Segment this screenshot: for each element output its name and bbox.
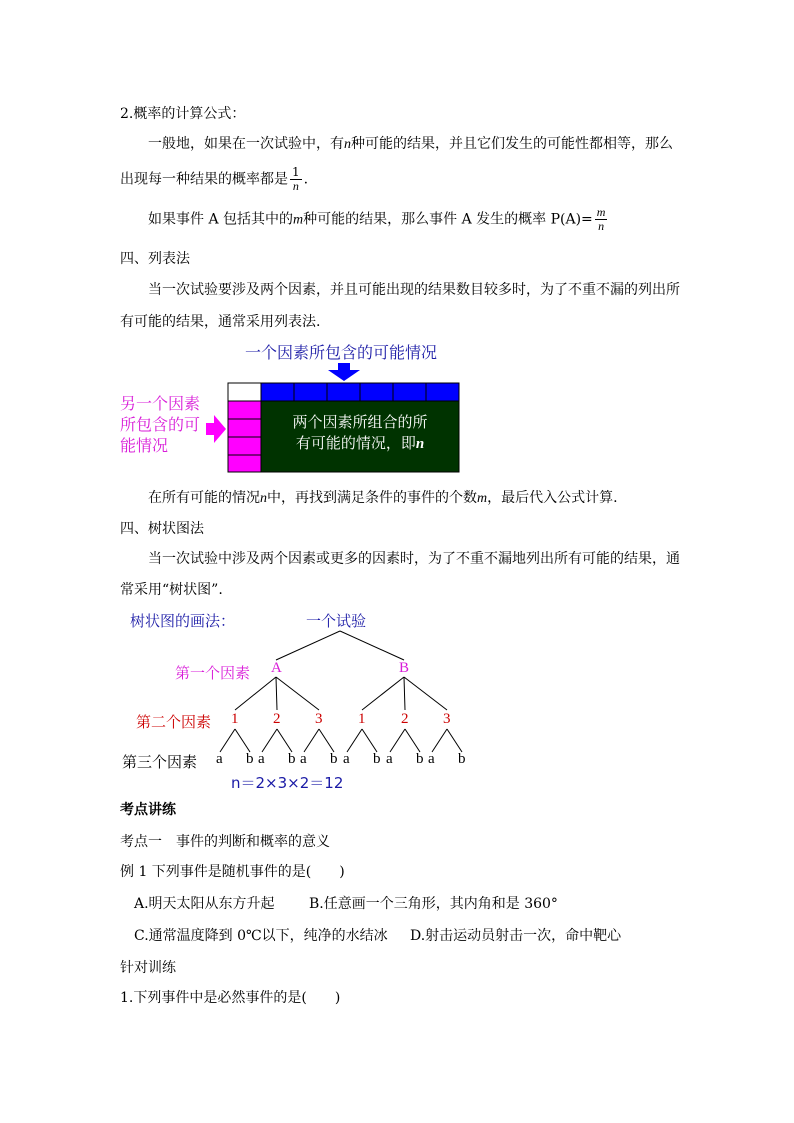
option-c: C.通常温度降到 0℃以下，纯净的水结冰: [134, 928, 388, 944]
tree-node: A: [271, 660, 282, 676]
tree-leaf: b: [373, 751, 381, 767]
tree-title: 树状图的画法：: [130, 612, 236, 630]
tree-formula: n＝2×3×2＝12: [231, 774, 344, 792]
paragraph: 一般地，如果在一次试验中，有n种可能的结果，并且它们发生的可能性都相等，那么: [148, 136, 673, 152]
question-1: 1.下列事件中是必然事件的是( ): [120, 990, 341, 1006]
tree-node: 3: [443, 711, 451, 727]
tree-leaf: a: [216, 751, 223, 767]
figure-top-label: 一个因素所包含的可能情况: [245, 343, 438, 362]
level1-label: 第一个因素: [175, 664, 251, 682]
tree-leaf: a: [386, 751, 393, 767]
fraction: $\frac{1}{n}$: [292, 165, 300, 193]
paragraph: 当一次试验要涉及两个因素，并且可能出现的结果数目较多时，为了不重不漏的列出所: [148, 282, 680, 298]
section-heading: 四、树状图法: [120, 521, 204, 537]
option-b: B.任意画一个三角形，其内角和是 360°: [309, 896, 558, 912]
option-a: A.明天太阳从东方升起: [134, 896, 275, 912]
fraction: $\frac{m}{n}$: [596, 205, 606, 233]
tree-leaf: a: [300, 751, 307, 767]
tree-leaf: b: [416, 751, 424, 767]
paragraph: 在所有可能的情况n中，再找到满足条件的事件的个数m，最后代入公式计算.: [148, 490, 618, 506]
point-heading: 考点一 事件的判断和概率的意义: [120, 834, 330, 850]
figure-side-label: 另一个因素所包含的可能情况: [120, 394, 201, 455]
tree-leaf: b: [246, 751, 254, 767]
paragraph: 常采用“树状图”.: [120, 582, 223, 598]
tree-node: 2: [273, 711, 281, 727]
example-question: 例 1 下列事件是随机事件的是( ): [120, 864, 345, 880]
tree-node: B: [399, 660, 410, 676]
tree-leaf: a: [258, 751, 265, 767]
figure-center-label: 两个因素所组合的所 有可能的情况，即n: [292, 413, 428, 452]
paragraph: 出现每一种结果的概率都是 $\frac{1}{n}$ .: [120, 165, 309, 193]
tree-node: 1: [231, 711, 239, 727]
tree-leaf: a: [428, 751, 435, 767]
tree-leaf: b: [288, 751, 296, 767]
level2-label: 第二个因素: [136, 713, 212, 731]
paragraph: 有可能的结果，通常采用列表法.: [120, 314, 321, 330]
tree-node: 3: [315, 711, 323, 727]
paragraph: 当一次试验中涉及两个因素或更多的因素时，为了不重不漏地列出所有可能的结果，通: [148, 551, 680, 567]
tree-root: 一个试验: [306, 612, 367, 630]
tree-leaf: a: [343, 751, 350, 767]
training-heading: 针对训练: [120, 960, 176, 976]
practice-heading: 考点讲练: [120, 802, 176, 818]
tree-node: 1: [358, 711, 366, 727]
option-d: D.射击运动员射击一次，命中靶心: [410, 928, 622, 944]
tree-node: 2: [401, 711, 409, 727]
level3-label: 第三个因素: [122, 753, 198, 771]
tree-leaf: b: [330, 751, 338, 767]
paragraph: 如果事件 A 包括其中的m种可能的结果，那么事件 A 发生的概率 P(A)= $\frac{m}{n}$: [148, 205, 606, 233]
tree-leaf: b: [458, 751, 466, 767]
section-heading: 四、列表法: [120, 251, 190, 267]
section-heading: 2.概率的计算公式：: [120, 106, 246, 122]
